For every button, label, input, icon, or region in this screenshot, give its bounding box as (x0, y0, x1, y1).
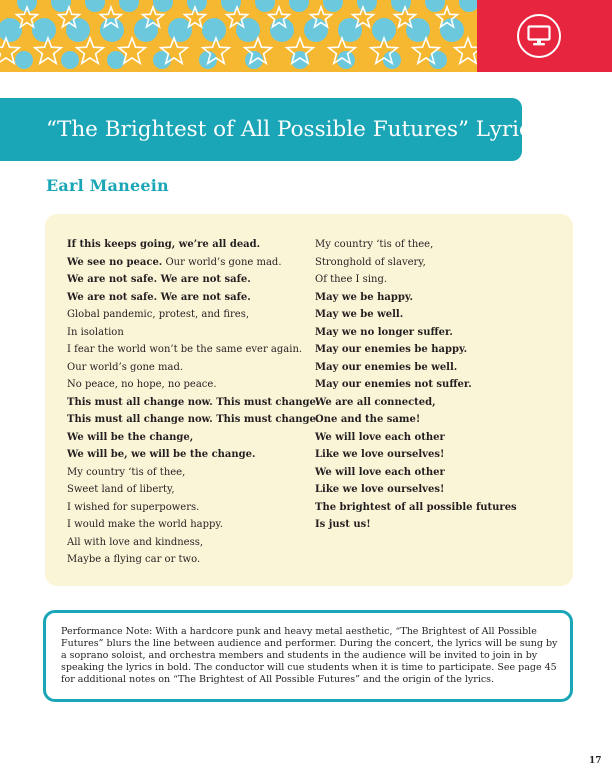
page-title: “The Brightest of All Possible Futures” Lyrics (0, 98, 522, 161)
lyric-text: I wished for superpowers. (67, 501, 200, 513)
lyric-bold-text: May our enemies be happy. (315, 344, 468, 355)
author-name: Earl Maneein (46, 176, 169, 195)
lyric-bold-text: We are not safe. We are not safe. (67, 274, 251, 285)
lyric-text: In isolation (67, 326, 124, 338)
lyric-bold-text: If this keeps going, we’re all dead. (67, 239, 261, 250)
lyrics-box (45, 214, 573, 586)
lyric-line (315, 394, 565, 412)
dot-shape (0, 18, 22, 42)
lyric-bold-text: May we be well. (315, 309, 404, 320)
lyric-bold-text: This must all change now. This must change. (67, 396, 320, 408)
lyric-line (67, 271, 322, 289)
lyric-line (67, 464, 322, 482)
lyric-line (315, 359, 565, 377)
lyric-bold-text: Is just us! (315, 519, 371, 530)
lyric-text: Our world’s gone mad. (162, 256, 282, 268)
dot-shape (61, 51, 79, 69)
dot-shape (289, 0, 309, 12)
lyric-line (67, 324, 322, 342)
lyric-bold-text: We will be the change, (67, 431, 194, 443)
lyric-line (67, 306, 322, 324)
lyric-line (67, 499, 322, 517)
computer-monitor-icon (517, 14, 561, 58)
lyric-text: Stronghold of slavery, (315, 256, 426, 268)
dot-shape (255, 0, 275, 12)
dot-shape (323, 0, 343, 12)
dot-shape (85, 0, 105, 12)
dot-shape (357, 0, 377, 12)
lyric-line (315, 376, 565, 394)
dot-shape (119, 0, 139, 12)
lyric-bold-text: May we be happy. (315, 291, 414, 303)
dot-shape (32, 18, 56, 42)
dot-shape (202, 18, 226, 42)
lyric-line (67, 341, 322, 359)
lyric-bold-text: We will love each other (315, 466, 445, 478)
lyric-text: Sweet land of liberty, (67, 484, 175, 495)
lyric-text: Maybe a flying car or two. (67, 554, 201, 565)
lyrics-column-right (315, 236, 565, 534)
dot-shape (168, 18, 192, 42)
lyric-line (315, 306, 565, 324)
lyric-bold-text: May we no longer suffer. (315, 326, 453, 338)
lyric-line (67, 376, 322, 394)
star-shape (35, 38, 62, 63)
lyric-line (67, 359, 322, 377)
lyric-line (315, 236, 565, 254)
lyric-line (67, 446, 322, 464)
lyric-line (315, 324, 565, 342)
lyric-text: Our world’s gone mad. (67, 361, 184, 373)
star-shape (77, 38, 104, 63)
lyric-line (315, 446, 565, 464)
lyric-text: Of thee I sing. (315, 274, 388, 285)
lyric-line (315, 254, 565, 272)
lyric-line (315, 341, 565, 359)
lyric-line (315, 429, 565, 447)
lyric-bold-text: We are all connected, (315, 396, 436, 408)
dot-shape (153, 0, 173, 12)
lyric-bold-text: May our enemies not suffer. (315, 379, 472, 390)
dots-and-stars-pattern (0, 0, 477, 72)
lyric-bold-text: Like we love ourselves! (315, 484, 445, 495)
dot-shape (236, 18, 260, 42)
monitor-glyph (527, 25, 551, 47)
star-shape (455, 38, 477, 63)
lyric-line (315, 411, 565, 429)
lyric-text: I fear the world won’t be the same ever again. (67, 344, 303, 355)
lyric-line (67, 236, 322, 254)
dot-shape (15, 51, 33, 69)
lyric-bold-text: We will love each other (315, 431, 445, 443)
lyric-line (67, 516, 322, 534)
lyric-text: Global pandemic, protest, and fires, (67, 309, 250, 320)
lyric-line (67, 481, 322, 499)
lyric-bold-text: Like we love ourselves! (315, 449, 445, 460)
performance-note: Performance Note: With a hardcore punk and heavy metal aesthetic, “The Brightest of All Possible Futures” blurs the line between audience and performer. During the concert, the lyrics will be sung by a soprano soloist, and orchestra members and students in the audience will be invited to join in by speaking the lyrics in bold. The conductor will cue students when it is time to participate. See page 45 for additional notes on “The Brightest of All Possible Futures” and the origin of the lyrics. (43, 610, 573, 702)
lyric-line (315, 271, 565, 289)
lyric-line (67, 551, 322, 569)
lyric-text: I would make the world happy. (67, 519, 223, 530)
lyric-line (67, 394, 322, 412)
lyric-bold-text: One and the same! (315, 414, 421, 425)
dot-shape (459, 0, 477, 12)
lyric-bold-text: We will be, we will be the change. (67, 449, 256, 460)
lyric-bold-text: This must all change now. This must change. (67, 414, 320, 425)
lyric-line (315, 464, 565, 482)
decorative-banner (0, 0, 477, 72)
lyric-line (315, 499, 565, 517)
lyric-line (67, 411, 322, 429)
dot-shape (134, 18, 158, 42)
dot-shape (391, 0, 411, 12)
lyric-line (67, 289, 322, 307)
lyric-bold-text: We see no peace. (67, 256, 163, 268)
lyric-line (67, 429, 322, 447)
lyric-line (67, 254, 322, 272)
page-number: 17 (589, 756, 602, 766)
lyric-line (315, 289, 565, 307)
lyric-text: My country ‘tis of thee, (67, 466, 186, 478)
lyric-text: All with love and kindness, (67, 536, 204, 548)
lyric-line (315, 516, 565, 534)
lyric-line (315, 481, 565, 499)
dot-shape (100, 18, 124, 42)
lyric-text: No peace, no hope, no peace. (67, 379, 217, 390)
lyric-bold-text: May our enemies be well. (315, 361, 458, 373)
section-icon-box (477, 0, 612, 72)
dot-shape (107, 51, 125, 69)
lyric-bold-text: We are not safe. We are not safe. (67, 291, 251, 303)
dot-shape (425, 0, 445, 12)
lyrics-column-left (67, 236, 322, 569)
lyric-bold-text: The brightest of all possible futures (315, 501, 517, 513)
lyric-line (67, 534, 322, 552)
dot-shape (66, 18, 90, 42)
lyric-text: My country ‘tis of thee, (315, 239, 434, 250)
